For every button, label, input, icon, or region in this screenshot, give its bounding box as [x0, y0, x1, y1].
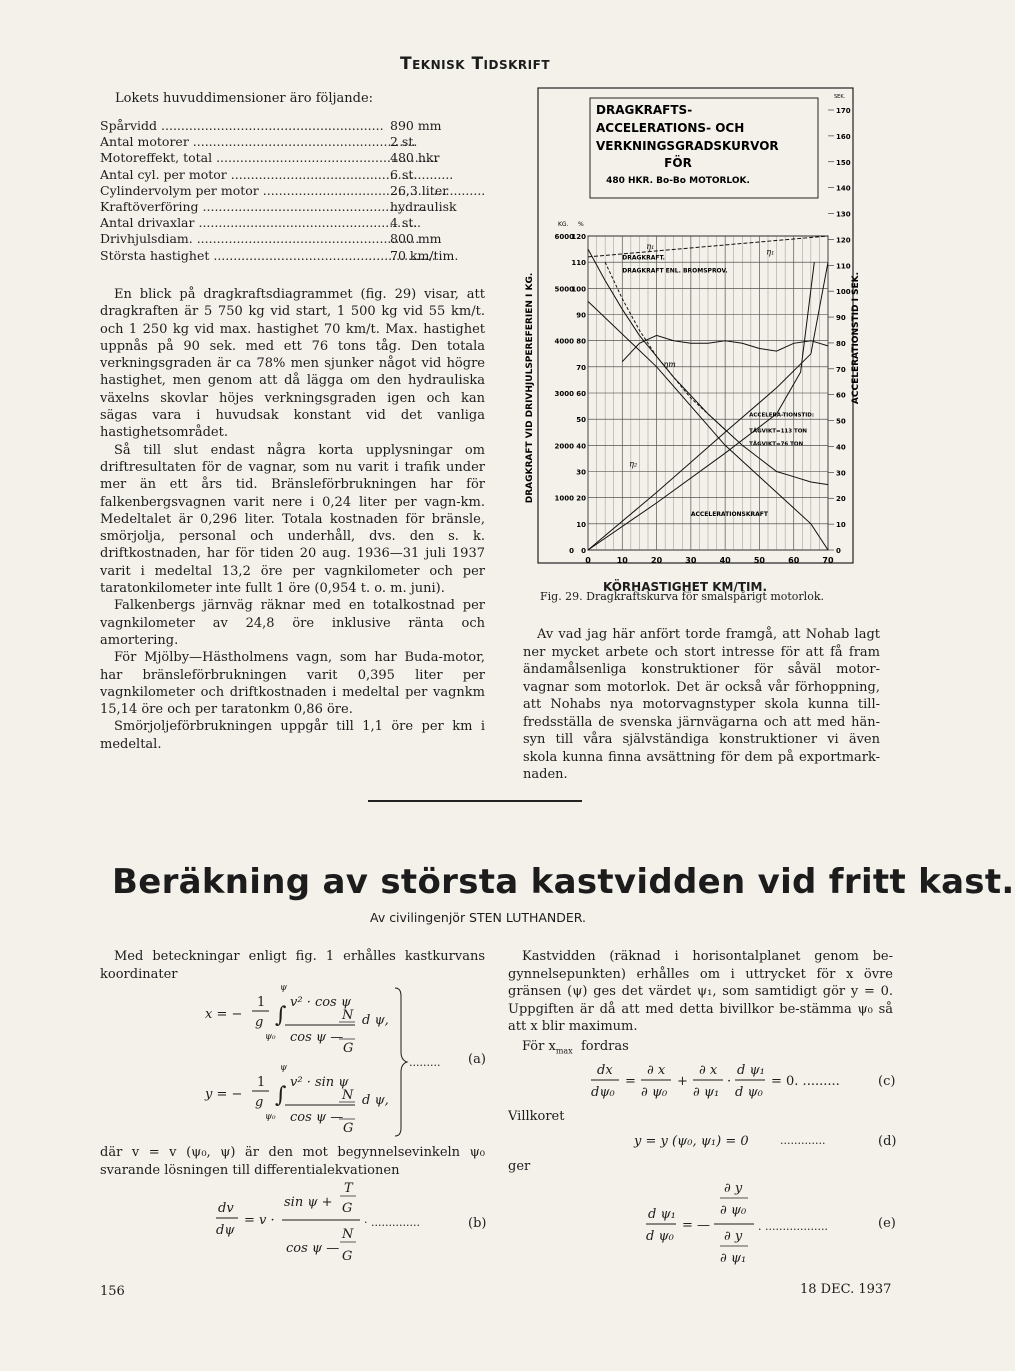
label-dragkraft-enl: DRAGKRAFT ENL. BROMSPROV. [622, 267, 728, 275]
dimension-row [100, 199, 480, 215]
svg-text:cos ψ —: cos ψ — [290, 1110, 344, 1125]
svg-text:g: g [255, 1095, 264, 1110]
dimension-row [100, 167, 480, 183]
journal-title: Teknisk Tidskrift [400, 54, 551, 74]
x-tick: 60 [788, 556, 800, 565]
svg-text:. ..................: . .................. [758, 1220, 828, 1233]
page-number: 156 [100, 1284, 125, 1299]
dimension-value: 890 mm [390, 118, 442, 133]
svg-text:d ψ,: d ψ, [362, 1093, 389, 1108]
sek-unit: SEK. [834, 94, 846, 100]
article-byline: Av civilingenjör STEN LUTHANDER. [370, 910, 587, 925]
label-eta2: η₂ [629, 459, 638, 469]
body-paragraph: En blick på dragkraftsdiagrammet (fig. 29) visar, att dragkraften är 5 750 kg vid start, 1 500 kg vid 55 km/t. och 1 250 kg vid max. hastighet 70 km/t. Max. hastighet uppnås på 90 sek. med ett 76 tons tåg. Den totala verkningsgraden är ca 78% men sjunker något vid högre hastighet, men genom att då lägga om den hydrauliska växelns skovlar höjes verkningsgraden igen och kan sägas vara i huvudsak konstant vid det vanliga hastighetsområdet. [100, 287, 485, 441]
right-body-text: Av vad jag här anfört torde framgå, att Nohab lagt ner mycket arbete och stort intresse för att få fram ändamålsenliga konstruktioner för såväl motor-vagnar som motorlok. Det är också vår förhoppning, att Nohabs nya motorvagnstyper skola kunna till-fredsställa de svenska järnvägarna och att med hän-syn till våra självständiga konstruktioner vi även skola kunna finna avsättning för dem på exportmark-naden. [523, 627, 880, 782]
svg-text:= 0. .........: = 0. ......... [771, 1074, 840, 1089]
sek-tick: 40 [836, 443, 846, 452]
svg-text:d ψ,: d ψ, [362, 1013, 389, 1028]
pct-tick: 110 [571, 259, 586, 268]
eq-b-tag: (b) [468, 1216, 487, 1231]
traction-chart-svg [525, 88, 861, 565]
article-left-intro: Med beteckningar enligt fig. 1 erhålles kastkurvans koordinater [100, 949, 485, 982]
dimension-value: 2 st. [390, 134, 418, 150]
sek-tick: 30 [836, 469, 846, 478]
svg-text:1: 1 [257, 995, 266, 1010]
dimension-value: 6 st. [390, 166, 418, 182]
eq-d-dots: ............. [780, 1134, 826, 1147]
dimension-name: Cylindervolym per motor ..... [100, 183, 390, 199]
label-acc-time: ACCELERA-TIONSTID: [749, 412, 815, 419]
sek-tick: 50 [836, 417, 846, 426]
dimension-name: Drivhjulsdiam. ..... [100, 231, 390, 247]
eq-d-tag: (d) [878, 1134, 897, 1149]
label-acc-force: ACCELERATIONSKRAFT [690, 510, 769, 518]
sek-tick: 110 [836, 262, 851, 271]
x-tick: 20 [651, 556, 663, 565]
svg-text:1: 1 [257, 1075, 266, 1090]
equation-d: y = y (ψ₀, ψ₁) = 0 [634, 1134, 749, 1149]
sek-tick: 0 [836, 547, 841, 555]
dimension-row [100, 150, 480, 166]
svg-text:· ..............: · .............. [364, 1216, 420, 1229]
pct-tick: 10 [576, 520, 586, 529]
equation-c [585, 1058, 875, 1106]
pct-tick: 40 [576, 442, 586, 451]
villkoret-label: Villkoret [508, 1109, 565, 1124]
dimension-name: Största hastighet ..... [100, 248, 390, 264]
svg-text:G: G [343, 1121, 354, 1136]
label-eta-m: ηm [663, 359, 676, 369]
x-tick: 40 [719, 556, 731, 565]
sek-tick: 10 [836, 521, 846, 530]
svg-text:N: N [342, 1008, 354, 1023]
svg-text:∂ ψ₁: ∂ ψ₁ [720, 1251, 747, 1266]
traction-chart [525, 88, 861, 565]
pct-tick: 20 [576, 494, 586, 503]
dimensions-table [100, 118, 480, 264]
svg-text:∂ x: ∂ x [699, 1063, 718, 1078]
sek-tick: 130 [836, 210, 851, 219]
x-tick: 30 [685, 556, 697, 565]
dimension-name: Antal drivaxlar ..... [100, 215, 390, 231]
kg-tick: 3000 [554, 390, 574, 398]
dimension-value: 800 mm [390, 231, 442, 247]
issue-date: 18 DEC. 1937 [800, 1282, 892, 1297]
for-xmax-label: För $x_{max}$ fordras [522, 1039, 629, 1056]
pct-tick: 70 [576, 363, 586, 372]
eq-e-tag: (e) [878, 1216, 896, 1231]
left-axis-label: DRAGKRAFT VID DRIVHJULSPEREFERIEN I KG. [525, 272, 535, 504]
equation-b [212, 1180, 462, 1270]
x-tick: 70 [822, 556, 834, 565]
svg-text:ψ₀: ψ₀ [265, 1032, 276, 1042]
dimension-row [100, 231, 480, 247]
chart-title-line: VERKNINGSGRADSKURVOR [596, 139, 779, 153]
sek-tick: 90 [836, 314, 846, 323]
svg-text:∂ y: ∂ y [724, 1229, 743, 1244]
svg-text:d ψ₁: d ψ₁ [737, 1063, 765, 1078]
dimension-row [100, 215, 480, 231]
kg-tick: 4000 [554, 337, 574, 346]
chart-title-line: FÖR [664, 156, 692, 170]
section-divider [368, 800, 582, 802]
pct-unit: % [578, 221, 584, 228]
svg-text:d ψ₁: d ψ₁ [648, 1207, 676, 1222]
dimension-value: 26,3 liter [390, 182, 449, 198]
x-tick: 50 [753, 556, 765, 565]
kg-tick: 5000 [554, 285, 574, 294]
chart-title-line: ACCELERATIONS- OCH [596, 121, 745, 135]
x-tick: 0 [585, 556, 591, 565]
svg-text:.........: ......... [409, 1056, 441, 1069]
svg-text:·: · [727, 1074, 732, 1089]
svg-text:dψ: dψ [216, 1223, 235, 1238]
pct-tick: 100 [571, 285, 586, 294]
svg-text:dx: dx [597, 1063, 613, 1078]
equation-e [640, 1178, 880, 1268]
dimension-row [100, 248, 480, 264]
sek-tick: 150 [836, 158, 851, 167]
svg-text:sin ψ +: sin ψ + [284, 1195, 333, 1210]
svg-text:N: N [342, 1088, 354, 1103]
svg-text:ψ: ψ [280, 983, 288, 993]
svg-text:v² · sin ψ: v² · sin ψ [290, 1075, 349, 1090]
ger-label: ger [508, 1159, 531, 1174]
svg-text:cos ψ —: cos ψ — [290, 1030, 344, 1045]
svg-text:= v ·: = v · [244, 1213, 275, 1228]
label-weight-113: TÅGVIKT=113 TON [749, 428, 808, 435]
eq-c-tag: (c) [878, 1074, 896, 1089]
svg-text:= —: = — [682, 1218, 711, 1233]
svg-text:dv: dv [218, 1201, 234, 1216]
body-paragraph: Smörjoljeförbrukningen uppgår till 1,1 öre per km i medeltal. [100, 719, 485, 752]
svg-text:∂ ψ₀: ∂ ψ₀ [641, 1085, 668, 1100]
svg-text:ψ₀: ψ₀ [265, 1112, 276, 1122]
label-weight-76: TÅGVIKT=76 TON [749, 441, 804, 448]
pct-tick: 50 [576, 416, 586, 425]
sek-tick: 20 [836, 495, 846, 504]
sek-tick: 80 [836, 339, 846, 348]
dimension-row [100, 134, 480, 150]
pct-tick: 30 [576, 468, 586, 477]
svg-text:ψ: ψ [280, 1063, 288, 1073]
dimension-value: 70 km/tim. [390, 247, 459, 263]
kg-tick: 1000 [554, 494, 574, 503]
svg-text:G: G [343, 1041, 354, 1056]
label-eta1: η₁ [646, 242, 655, 252]
pct-tick: 120 [571, 233, 586, 241]
svg-text:cos ψ —: cos ψ — [286, 1241, 340, 1256]
dimensions-intro: Lokets huvuddimensioner äro följande: [115, 91, 374, 106]
svg-text:∂ x: ∂ x [647, 1063, 666, 1078]
chart-title-line: DRAGKRAFTS- [596, 103, 693, 117]
sek-tick: 160 [836, 132, 851, 141]
svg-text:G: G [342, 1249, 353, 1264]
svg-text:∫: ∫ [275, 1003, 287, 1028]
svg-text:y = −: y = − [205, 1087, 243, 1102]
article-right-intro: Kastvidden (räknad i horisontalplanet genom be-gynnelsepunkten) erhålles om i uttrycket för x övre gränsen (ψ) ges det värdet ψ₁, som samtidigt gör y = 0. Uppgiften är då att med detta bivillkor be-stämma ψ₀ så att x blir maximum. [508, 949, 893, 1034]
sek-tick: 140 [836, 184, 851, 193]
eq-a-tag: (a) [468, 1052, 486, 1067]
sek-tick: 120 [836, 236, 851, 245]
article-title: Beräkning av största kastvidden vid fritt kast. [112, 862, 1015, 902]
svg-text:T: T [344, 1181, 353, 1196]
kg-tick: 6000 [554, 233, 574, 241]
x-axis-label: KÖRHASTIGHET KM/TIM. [602, 580, 768, 594]
svg-text:d ψ₀: d ψ₀ [735, 1085, 763, 1100]
svg-text:∂ y: ∂ y [724, 1181, 743, 1196]
chart-title-line: 480 HKR. Bo-Bo MOTORLOK. [606, 176, 750, 186]
equation-a [195, 982, 495, 1142]
svg-text:d ψ₀: d ψ₀ [646, 1229, 674, 1244]
svg-text:∫: ∫ [275, 1083, 287, 1108]
svg-text:∂ ψ₀: ∂ ψ₀ [720, 1203, 747, 1218]
kg-tick: 0 [569, 547, 574, 555]
sek-tick: 100 [836, 288, 851, 297]
dimension-name: Motoreffekt, total ..... [100, 150, 390, 166]
right-axis-label: ACCELERATIONSTID I SEK. [851, 271, 861, 405]
svg-text:G: G [342, 1201, 353, 1216]
label-eta-top: η₁ [766, 247, 775, 257]
sek-tick: 70 [836, 365, 846, 374]
kg-tick: 2000 [554, 442, 574, 451]
svg-text:x = −: x = − [205, 1007, 243, 1022]
dimension-row [100, 118, 480, 134]
pct-tick: 80 [576, 337, 586, 346]
dimension-name: Kraftöverföring ..... [100, 199, 390, 215]
body-paragraph: Falkenbergs järnväg räknar med en totalkostnad per vagnkilometer av 24,8 öre inklusive ränta och amortering. [100, 598, 485, 648]
pct-tick: 90 [576, 311, 586, 320]
svg-text:∂ ψ₁: ∂ ψ₁ [693, 1085, 720, 1100]
pct-tick: 60 [576, 390, 586, 398]
label-dragkraft: DRAGKRAFT. [622, 254, 665, 262]
figure-caption: Fig. 29. Dragkraftskurva för smalspårigt motorlok. [540, 590, 824, 603]
dimension-value: hydraulisk [390, 199, 457, 215]
body-paragraph: För Mjölby—Hästholmens vagn, som har Buda-motor, har bränsleförbrukningen varit 0,395 liter per vagnkilometer och driftkostnaden i medeltal per vagnkm 15,14 öre och per taratonkm 0,86 öre. [100, 650, 485, 718]
sek-tick: 60 [836, 391, 846, 400]
dimension-name: Spårvidd ..... [100, 118, 390, 134]
body-paragraph: Så till slut endast några korta upplysningar om driftresultaten för de vagnar, som nu varit i trafik under mer än ett års tid. Bränsleförbrukningen har för falkenbergsvagnen varit nere i 0,24 liter per vagn-km. Medeltalet är 0,296 liter. Totala kostnaden för bränsle, smörjolja, personal och underhåll, dvs. den s. k. driftkostnaden, har för tiden 20 aug. 1936—31 juli 1937 varit i medeltal 13,2 öre per vagnkilometer och per taratonkilometer inte fullt 1 öre (0,954 t. o. m. juni). [100, 442, 485, 597]
dimension-value: 480 hkr [390, 150, 440, 166]
dimension-value: 4 st. [390, 215, 418, 231]
article-left-continue: där v = v (ψ₀, ψ) är den mot begynnelsevinkeln ψ₀ svarande lösningen till differentialekvationen [100, 1145, 485, 1178]
pct-tick: 0 [581, 547, 586, 555]
sek-tick: 170 [836, 107, 851, 115]
svg-text:N: N [342, 1227, 354, 1242]
kg-unit: KG. [558, 221, 569, 228]
svg-text:=: = [625, 1074, 636, 1089]
svg-text:dψ₀: dψ₀ [591, 1085, 615, 1100]
left-body-text [100, 286, 485, 753]
dimension-name: Antal motorer ..... [100, 134, 390, 150]
dimension-name: Antal cyl. per motor ..... [100, 167, 390, 183]
svg-text:v² · cos ψ: v² · cos ψ [290, 995, 352, 1010]
svg-text:+: + [677, 1074, 688, 1089]
x-tick: 10 [616, 556, 628, 565]
svg-text:g: g [255, 1015, 264, 1030]
dimension-row [100, 183, 480, 199]
